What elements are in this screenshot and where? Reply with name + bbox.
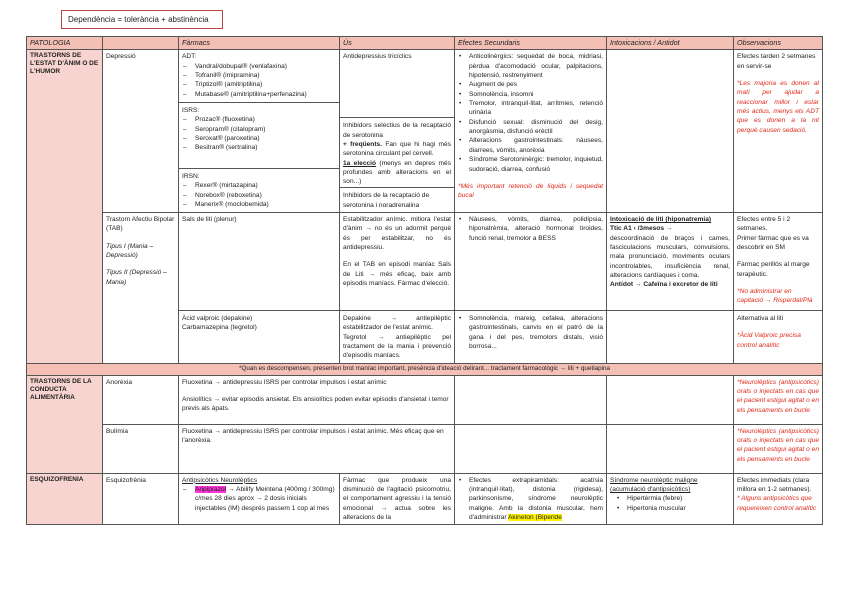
patologia-humor: TRASTORNS DE L'ESTAT D'ÀNIM O DE L'HUMOR [27,50,103,364]
obs-text: Alternativa al liti [737,314,784,322]
anorexia-f1: Fluoxetina → antidepressiu ISRS per controlar impulsos i estat anímic [182,378,387,386]
drug-highlight: Aripiprazol [195,486,227,494]
esquizo-f-text: → Abilify Meintena (400mg / 300mg) c/mes 28 dies aprox → 2 dosis inicials injectables (IM) després passem 1 cop al mes [195,486,335,512]
tab-tipus1: Tipus I (Mania – Depressió) [106,242,154,260]
bar-note-row [27,363,823,375]
tab-tipus2: Tipus II (Depressió – Mania) [106,269,167,286]
bar-note: *Quan es descompensen, presenten brot maníac important, presència d'ideació delirant... tractament farmacològic → liti + quetiapina [27,363,823,375]
patologia-alimentaria: TRASTORNS DE LA CONDUCTA ALIMENTÀRIA [27,375,103,473]
table-row [27,50,823,213]
esquizo-f-head: Antipsicòtics Neurolèptics [182,476,258,484]
list-item: • Anticolinèrgics: sequedat de boca, midriasi, pèrdua d'acomodació ocular, palpitacions, hipotensió, restrenyiment [458,52,603,80]
farmacs-esquizo [179,473,340,525]
list-item: – Prozac® (fluoxetina) [182,115,336,124]
intox-liti-title: Intoxicació de liti (hiponatremia) [610,215,712,223]
anorexia-f2: Ansiolítics → evitar episodis ansietat. Els ansiolítics poden evitar episodis d'ansietat i temor previs als àpats. [182,396,449,413]
list-item: • Tremolor, intranquil·litat, arrítmies, retenció urinària [458,99,603,118]
akineton-highlight: Akineton (Biperide [508,514,562,522]
efectes-esquizo [455,473,607,525]
efectes-note: *Més important retenció de líquids i sequedat bucal [458,182,603,200]
list-item: – Tofranil® (imipramina) [182,71,336,80]
subtype-tab [103,212,179,363]
patologia-esquizo: ESQUIZOFRENIA [27,473,103,525]
col-patologia: PATOLOGIA [27,37,103,50]
us-isrs-freq: + freqüents. [343,140,383,148]
intox-depressio [607,50,734,213]
list-item: – Mutabase® (amitriptilina+perfenazina) [182,90,336,99]
intox-anorexia [607,375,734,424]
list-item: • Nàusees, vòmits, diarrea, polidípsia, hiponatrèmia, alteració hormonal tiroides, funció renal, tremolor a BESS [458,215,603,243]
bulimia-f1: Fluoxetina → antidepressiu ISRS per controlar impulsos i estat anímic. Més eficaç que en l'anorèxia. [182,427,444,445]
farmacs-tab [179,212,340,363]
farmac-valproic: Àcid valproic (depakine) [182,314,253,322]
obs-bulimia [734,424,823,473]
obs-text: Efectes tarden 2 setmanes en servir-se [737,53,816,70]
subtype-esquizo: Esquizofrènia [103,473,179,525]
us-esquizo [340,473,455,525]
list-item: – Triptizol® (amitriptilina) [182,80,336,89]
us-isrs-3: (menys en depres més profundes amb alteracions en el son...) [343,159,451,186]
esquizo-int-head: Síndrome neurolèptic maligne (acumulació d'antipsicòtics) [610,476,698,494]
col-efectes: Efectes Secundaris [455,37,607,50]
list-item: • Hipertèrmia (febre) [616,494,730,503]
intox-liti-text: descoordinació de braços i cames, fasciculacions musculars, convulsions, mala pronunciació, moviments oculars incontrolables, insuficiència renal, alteracions cardíaques i coma. [610,234,730,280]
header-note: Dependència = tolerància + abstinència [61,10,223,29]
list-item [458,476,603,523]
header-row [27,37,823,50]
obs-note: *Les majoria es donen al matí per ajudar a reaccionar millor i estar més actius, menys els ADT que es donen a la nit perquè causen sedació. [737,79,819,134]
col-subtype [103,37,179,50]
intox-bulimia [607,424,734,473]
list-item [182,485,336,513]
obs-note: *No administrar en capitació → Risperdal/Plà [737,288,813,305]
intox-tto: Ttic A1 ‹ /3mesos → [610,225,673,233]
obs-text: Primer fàrmac que es va descobrir en SM [737,234,809,252]
col-farmacs: Fàrmacs [179,37,340,50]
table-row [27,212,823,363]
list-item: • Augment de pes [458,80,603,89]
intox-tab [607,212,734,363]
efectes-tab [455,212,607,363]
us-irsn: Inhibidors de la recaptació de serotonina i noradrenalina [343,192,430,209]
adt-label: ADT: [182,53,197,61]
obs-tab [734,212,823,363]
obs-text: Efectes entre 5 i 2 setmanes. [737,215,791,233]
list-item: • Alteracions gastrointestinals: nàusees, diarrees, vòmits, anorèxia [458,136,603,155]
esquizo-us: Fàrmac que produeix una disminució de l'agitació psicomotriu, el comportament agressiu i la tensió emocional → actua sobre les alteracions de la [343,476,451,522]
list-item: – Rexer® (mirtazapina) [182,181,336,190]
irsn-label: IRSN: [182,172,200,180]
obs-note: *Àcid Valproic precisa control analític [737,332,801,349]
us-isrs-2: Fan que hi hagi més serotonina circulant pel cervell. [343,140,451,158]
list-item: – Seropram® (citalopram) [182,125,336,134]
col-us: Ús [340,37,455,50]
isrs-label: ISRS: [182,107,200,115]
obs-anorexia [734,375,823,424]
farmac-carbamazepina: Carbamazepina (tegretol) [182,324,257,332]
us-tab [340,212,455,363]
efectes-depressio [455,50,607,213]
subtype-depressio: Depressió [103,50,179,213]
efectes-bulimia [455,424,607,473]
farmacs-depressio [179,50,340,213]
list-item: • Síndrome Serotoninèrgic: tremolor, inquietud, sudoració, diarrea, confusió [458,155,603,174]
list-item: – Norebox® (reboxetina) [182,191,336,200]
obs-depressio [734,50,823,213]
list-item: • Hipertonia muscular [616,504,730,513]
subtype-anorexia: Anorèxia [103,375,179,424]
farmacs-bulimia [179,424,455,473]
list-item: • Somnolència, insomni [458,90,603,99]
list-item: – Manerix® (moclobemida) [182,200,336,209]
list-item: – Vandral/dobupal® (venlafaxina) [182,62,336,71]
us-liti-1: Estabilitzador anímic. mitiora l'estat d'ànim → no és un adormit perquè és per estabilitzar, no és antidepressiu. [343,215,451,252]
table-row [27,375,823,424]
intox-esquizo [607,473,734,525]
us-isrs-1: Inhibidors selectius de la recaptació de serotonina [343,122,451,139]
list-item: • Somnolència, mareig, cefalea, alteracions gastrointestinals, canvis en el patró de la gana i del pes, tremolors distals, visió borrosa... [458,314,603,351]
obs-esquizo [734,473,823,525]
obs-text: Fàrmac perillós al marge terapèutic. [737,261,810,278]
efectes-anorexia [455,375,607,424]
table-row [27,473,823,525]
list-item: – Seroxat® (paroxetina) [182,134,336,143]
antidot: Antídot → Cafeïna i excretor de liti [610,281,718,289]
obs-note: *Neurolèptics (antipsicòtics) orals o injectats en cas que el pacient estigui agitat o en els pensaments en bucle [737,378,819,414]
obs-note: * Alguns antipsicòtics que requereixen control analític [737,495,817,512]
farmacs-anorexia [179,375,455,424]
obs-note: *Neurolèptics (antipsicòtics) orals o injectats en cas que el pacient estigui agitat o en els pensaments en bucle [737,427,819,463]
table-row [27,424,823,473]
farmac-liti: Sals de liti (plenur) [182,215,237,223]
col-intoxicacions: Intoxicacions / Antidot [607,37,734,50]
col-observacions: Observacions [734,37,823,50]
us-depressio [340,50,455,213]
subtype-bulimia: Bulímia [103,424,179,473]
us-adt: Antidepressius tricíclics [343,53,412,61]
list-item: – Besitran® (sertralina) [182,143,336,152]
esquizo-ef-text: Efectes extrapiramidals: acatísia (intranquil·litat), distonia (rigidesa), parkinsonisme, síndrome neurolèptic maligne. Amb la distonia muscular, hem d'administrar [469,476,603,522]
us-liti-2: En el TAB en episodi maníac Sals de Liti → més eficaç, baix amb episodis maníacs. Fàrmac d'elecció. [343,261,451,288]
tab-title: Trastorn Afectiu Bipolar (TAB) [106,215,175,233]
us-valproic: Depakine → antiepilèptic estabilitzador de l'estat anímic. [343,314,451,332]
us-isrs-elec: 1a elecció [343,159,377,167]
list-item: • Disfunció sexual: disminució del desig, anorgàsmia, disfunció erèctil [458,118,603,137]
us-tegretol: Tegretol → antiepilèptic pel tractament de la mania i prevenció d'episodis maníacs. [343,333,451,360]
pharmacology-table [26,36,823,525]
obs-text: Efectes immediats (clara millora en 1-2 setmanes). [737,476,812,494]
